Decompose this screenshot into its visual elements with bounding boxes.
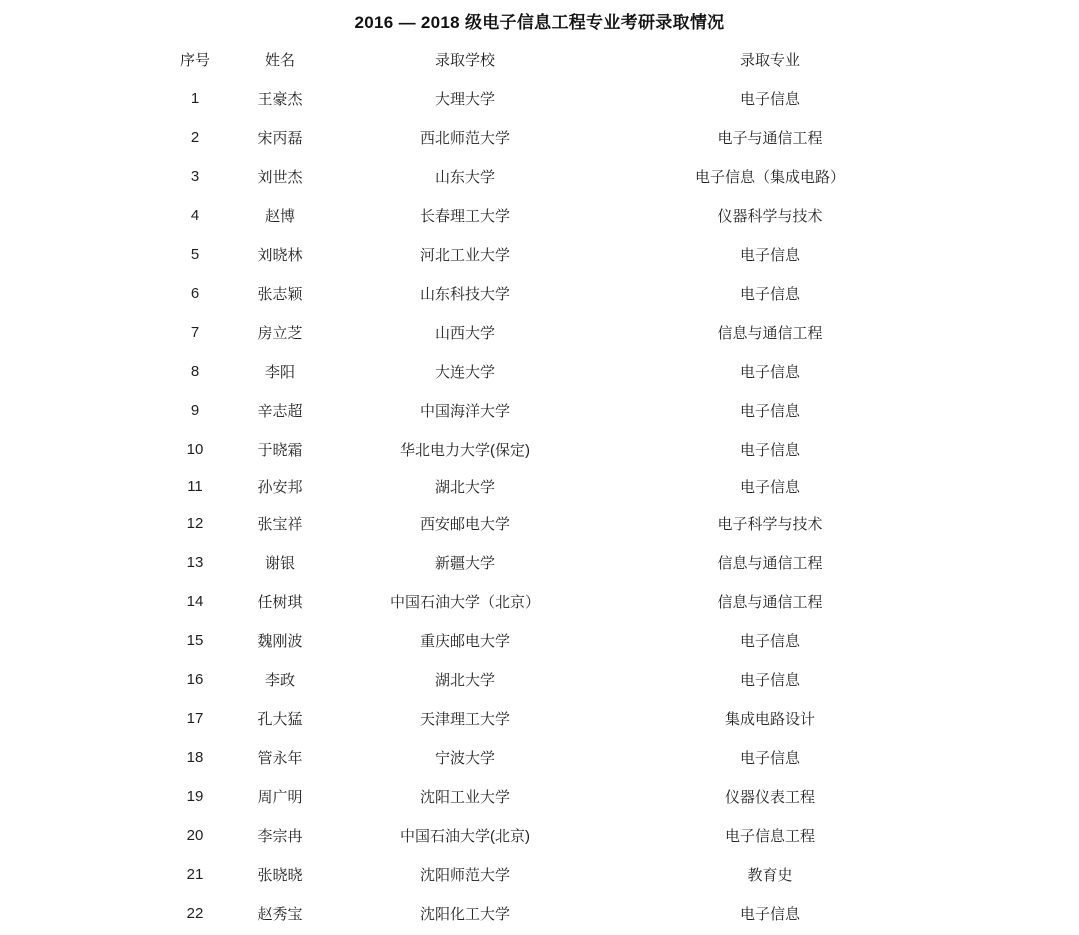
- cell-major: 电子信息工程: [724, 828, 815, 845]
- cell-school: 湖北大学: [434, 672, 495, 689]
- table-row: [150, 391, 940, 430]
- cell-major: 电子信息: [739, 633, 800, 650]
- table-row: [150, 235, 940, 274]
- table-row: [150, 79, 940, 118]
- cell-no: 16: [186, 671, 204, 688]
- cell-name: 房立芝: [257, 325, 303, 342]
- cell-no: 21: [186, 866, 204, 883]
- cell-no: 2: [190, 129, 200, 146]
- admissions-table: [150, 40, 940, 933]
- cell-no: 18: [186, 749, 204, 766]
- table-row: [150, 274, 940, 313]
- table-row: [150, 504, 940, 543]
- cell-major: 电子信息: [739, 906, 800, 923]
- table-row: [150, 699, 940, 738]
- cell-major: 电子信息: [739, 750, 800, 767]
- cell-no: 17: [186, 710, 204, 727]
- cell-no: 19: [186, 788, 204, 805]
- cell-school: 山东科技大学: [419, 286, 510, 303]
- table-row: [150, 894, 940, 933]
- cell-name: 李宗冉: [257, 828, 303, 845]
- cell-school: 西北师范大学: [419, 130, 510, 147]
- cell-name: 张晓晓: [257, 867, 303, 884]
- cell-no: 10: [186, 441, 204, 458]
- cell-school: 新疆大学: [434, 555, 495, 572]
- cell-no: 20: [186, 827, 204, 844]
- table-row: [150, 621, 940, 660]
- column-header-major: 录取专业: [739, 52, 800, 69]
- cell-school: 重庆邮电大学: [419, 633, 510, 650]
- cell-name: 孔大猛: [257, 711, 303, 728]
- cell-school: 华北电力大学(保定): [400, 442, 530, 459]
- cell-major: 电子信息（集成电路）: [694, 169, 845, 186]
- cell-no: 3: [190, 168, 200, 185]
- table-row: [150, 469, 940, 504]
- cell-major: 电子信息: [739, 286, 800, 303]
- cell-no: 9: [190, 402, 200, 419]
- cell-name: 赵博: [264, 208, 295, 225]
- cell-school: 山东大学: [434, 169, 495, 186]
- cell-major: 电子信息: [739, 479, 800, 496]
- cell-major: 电子信息: [739, 403, 800, 420]
- table-row: [150, 430, 940, 469]
- table-row: [150, 855, 940, 894]
- cell-school: 中国海洋大学: [419, 403, 510, 420]
- cell-name: 刘晓林: [257, 247, 303, 264]
- cell-major: 信息与通信工程: [717, 325, 823, 342]
- table-row: [150, 816, 940, 855]
- cell-no: 14: [186, 593, 204, 610]
- cell-school: 山西大学: [434, 325, 495, 342]
- cell-name: 魏刚波: [257, 633, 303, 650]
- cell-major: 仪器仪表工程: [724, 789, 815, 806]
- cell-school: 西安邮电大学: [419, 516, 510, 533]
- cell-school: 沈阳师范大学: [419, 867, 510, 884]
- cell-no: 7: [190, 324, 200, 341]
- cell-major: 信息与通信工程: [717, 594, 823, 611]
- cell-school: 中国石油大学（北京）: [389, 594, 540, 611]
- cell-major: 电子信息: [739, 672, 800, 689]
- cell-major: 集成电路设计: [724, 711, 815, 728]
- cell-name: 张志颖: [257, 286, 303, 303]
- table-row: [150, 313, 940, 352]
- table-row: [150, 738, 940, 777]
- cell-name: 张宝祥: [257, 516, 303, 533]
- cell-major: 信息与通信工程: [717, 555, 823, 572]
- cell-name: 于晓霜: [257, 442, 303, 459]
- cell-no: 15: [186, 632, 204, 649]
- cell-no: 4: [190, 207, 200, 224]
- table-row: [150, 777, 940, 816]
- cell-major: 电子信息: [739, 91, 800, 108]
- cell-school: 大连大学: [434, 364, 495, 381]
- table-row: [150, 582, 940, 621]
- cell-school: 宁波大学: [434, 750, 495, 767]
- cell-name: 孙安邦: [257, 479, 303, 496]
- cell-no: 8: [190, 363, 200, 380]
- table-row: [150, 660, 940, 699]
- cell-school: 沈阳工业大学: [419, 789, 510, 806]
- cell-no: 6: [190, 285, 200, 302]
- cell-major: 电子科学与技术: [717, 516, 823, 533]
- table-row: [150, 352, 940, 391]
- table-header-row: [150, 40, 940, 79]
- cell-name: 王豪杰: [257, 91, 303, 108]
- cell-major: 仪器科学与技术: [717, 208, 823, 225]
- cell-no: 1: [190, 90, 200, 107]
- cell-no: 22: [186, 905, 204, 922]
- table-row: [150, 157, 940, 196]
- cell-name: 周广明: [257, 789, 303, 806]
- cell-name: 刘世杰: [257, 169, 303, 186]
- cell-school: 长春理工大学: [419, 208, 510, 225]
- cell-no: 13: [186, 554, 204, 571]
- cell-major: 电子信息: [739, 442, 800, 459]
- cell-school: 大理大学: [434, 91, 495, 108]
- cell-major: 电子信息: [739, 247, 800, 264]
- cell-no: 5: [190, 246, 200, 263]
- table-row: [150, 196, 940, 235]
- cell-name: 李阳: [264, 364, 295, 381]
- cell-name: 任树琪: [257, 594, 303, 611]
- cell-no: 11: [187, 478, 203, 495]
- cell-name: 管永年: [257, 750, 303, 767]
- table-row: [150, 543, 940, 582]
- cell-school: 湖北大学: [434, 479, 495, 496]
- cell-major: 电子信息: [739, 364, 800, 381]
- table-row: [150, 118, 940, 157]
- cell-school: 沈阳化工大学: [419, 906, 510, 923]
- cell-name: 李政: [264, 672, 295, 689]
- cell-name: 宋丙磊: [257, 130, 303, 147]
- cell-name: 辛志超: [257, 403, 303, 420]
- cell-school: 天津理工大学: [419, 711, 510, 728]
- page-title: 2016 — 2018 级电子信息工程专业考研录取情况: [354, 12, 725, 32]
- cell-no: 12: [186, 515, 204, 532]
- cell-school: 中国石油大学(北京): [400, 828, 530, 845]
- cell-school: 河北工业大学: [419, 247, 510, 264]
- cell-name: 谢银: [264, 555, 295, 572]
- cell-major: 教育史: [747, 867, 793, 884]
- cell-major: 电子与通信工程: [717, 130, 823, 147]
- column-header-name: 姓名: [264, 52, 295, 69]
- cell-name: 赵秀宝: [257, 906, 303, 923]
- column-header-no: 序号: [179, 52, 210, 69]
- column-header-school: 录取学校: [434, 52, 495, 69]
